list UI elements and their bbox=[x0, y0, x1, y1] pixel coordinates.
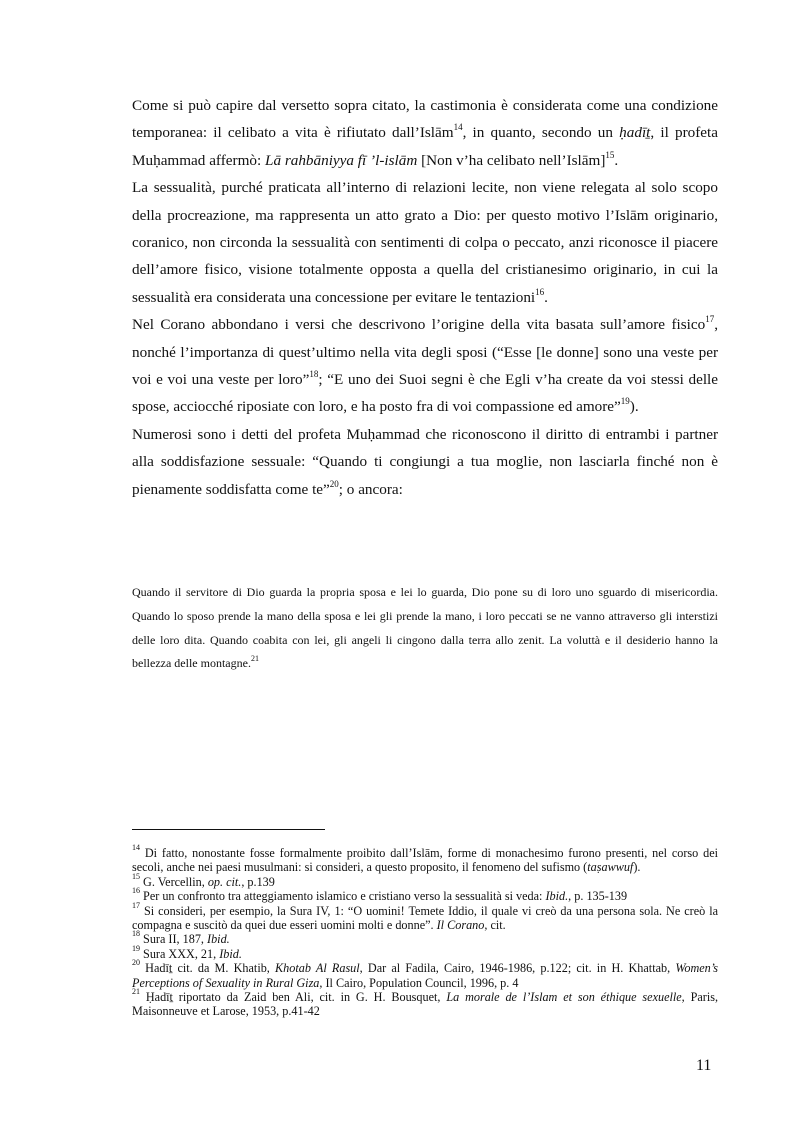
text-run: Il Cairo, Population Council, 1996, p. 4 bbox=[322, 975, 519, 990]
text-run: , p.139 bbox=[241, 874, 275, 889]
footnote-number: 16 bbox=[132, 886, 140, 896]
footnote-21 bbox=[132, 987, 719, 1019]
text-run: Nel Corano abbondano i versi che descrivono l’origine della vita basata sull’amore fisico bbox=[132, 316, 706, 334]
footnote-19 bbox=[132, 943, 718, 961]
footnote-ref-21[interactable]: 21 bbox=[250, 654, 259, 664]
footnote-number: 21 bbox=[132, 987, 140, 996]
text-run: Per un confronto tra atteggiamento islamico e cristiano verso la sessualità si veda: bbox=[140, 889, 546, 904]
footnote-ref-14[interactable]: 14 bbox=[453, 122, 463, 133]
text-run: ; o ancora: bbox=[338, 480, 403, 498]
footnote-number: 20 bbox=[132, 958, 140, 968]
italic-term: Khotab Al Rasul bbox=[275, 961, 360, 976]
italic-term: ḥadīṯ bbox=[619, 124, 651, 142]
text-run: ; “E uno dei Suoi segni è che Egli v’ha create da voi stessi delle spose, acciocché riposiate con loro, e ha posto fra di voi compassione ed amore” bbox=[132, 371, 718, 416]
footnote-number: 14 bbox=[132, 842, 140, 852]
italic-term: Il Corano bbox=[436, 918, 485, 933]
quote-text: Quando il servitore di Dio guarda la propria sposa e lei lo guarda, Dio pone su di loro uno sguardo di misericordia. Quando lo sposo prende la mano della sposa e lei gli prende la mano, i loro peccati se ne vanno attraverso gli interstizi delle loro dita. Quando coabita con lei, gli angeli li cingono dalla terra allo zenit. La voluttà e il desiderio hanno la bellezza delle montagne. bbox=[132, 585, 718, 671]
footnote-16 bbox=[132, 886, 718, 904]
footnote-number: 19 bbox=[132, 943, 140, 953]
paragraph-2 bbox=[132, 174, 718, 311]
text-run: . bbox=[544, 288, 548, 306]
text-run: La sessualità, purché praticata all’interno di relazioni lecite, non viene relegata al solo scopo della procreazione, ma rappresenta un atto grato a Dio: per questo motivo l’Islām originario, coranico, non circonda la sessualità con sentimenti di colpa o peccato, anzi riconosce il piacere dell’amore fisico, visione totalmente opposta a quella del cristianesimo originario, in cui la sessualità era considerata una concessione per evitare le tentazioni bbox=[132, 179, 718, 306]
text-run: ). bbox=[633, 860, 641, 875]
text-run: . bbox=[614, 151, 619, 169]
text-run: Di fatto, nonostante fosse formalmente proibito dall’Islām, forme di monachesimo furono presenti, nel corso dei secoli, anche nei paesi musulmani: si consideri, a questo proposito, il fenomeno del sufismo ( bbox=[132, 846, 718, 875]
text-run: Si consideri, per esempio, la Sura IV, 1: “O uomini! Temete Iddio, il quale vi creò da una persona sola. Ne creò la compagna e suscitò da quei due esseri uomini molti e donne”. bbox=[132, 903, 718, 933]
paragraph-4 bbox=[132, 421, 718, 503]
italic-term: Ibid. bbox=[219, 946, 242, 961]
footnote-number: 15 bbox=[132, 871, 140, 881]
italic-quote: Lā rahbāniyya fī ’l-islām bbox=[265, 151, 418, 169]
footnote-ref-19[interactable]: 19 bbox=[620, 396, 630, 407]
italic-term: taṣawwuf bbox=[587, 860, 634, 875]
text-run: Sura XXX, 21, bbox=[140, 946, 220, 961]
footnote-ref-18[interactable]: 18 bbox=[309, 369, 319, 379]
footnote-18 bbox=[132, 929, 718, 947]
footnote-17 bbox=[132, 900, 718, 933]
italic-term: op. cit. bbox=[207, 874, 242, 889]
italic-term: La morale de l’Islam et son éthique sexuelle, bbox=[446, 990, 685, 1005]
text-run: , cit. bbox=[484, 918, 506, 933]
body-text bbox=[132, 92, 718, 503]
paragraph-3 bbox=[132, 311, 718, 421]
text-run: Hadīṯ cit. da M. Khatib, bbox=[140, 961, 276, 976]
text-run: Numerosi sono i detti del profeta Muḥammad che riconoscono il diritto di entrambi i partner alla soddisfazione sessuale: “Quando ti congiungi a tua moglie, non lasciarla finché non è pienamente soddisfatta come te” bbox=[132, 425, 718, 498]
footnote-number: 18 bbox=[132, 929, 140, 939]
footnotes bbox=[132, 842, 719, 1019]
footnote-ref-17[interactable]: 17 bbox=[705, 314, 715, 325]
text-run: Ḥadīṯ riportato da Zaid ben Ali, cit. in G. H. Bousquet, bbox=[140, 990, 447, 1005]
footnote-ref-15[interactable]: 15 bbox=[605, 149, 615, 160]
text-run: , in quanto, secondo un bbox=[462, 124, 620, 142]
paragraph-1 bbox=[132, 92, 718, 174]
text-run: , nonché l’importanza di quest’ultimo nella vita degli sposi (“Esse [le donne] sono una veste per voi e voi una veste per loro” bbox=[132, 316, 718, 389]
footnote-number: 17 bbox=[132, 900, 140, 910]
footnote-15 bbox=[132, 871, 718, 889]
footnote-20 bbox=[132, 958, 718, 990]
text-run: Sura II, 187, bbox=[140, 932, 208, 947]
footnote-ref-20[interactable]: 20 bbox=[329, 478, 339, 489]
text-run: , p. 135-139 bbox=[568, 889, 628, 904]
footnote-separator bbox=[132, 829, 325, 830]
italic-term: Ibid. bbox=[207, 932, 230, 947]
footnote-14 bbox=[132, 842, 718, 875]
text-run: Come si può capire dal versetto sopra citato, la castimonia è considerata come una condizione temporanea: il celibato a vita è rifiutato dall’Islām bbox=[132, 97, 718, 142]
italic-term: Women’s Perceptions of Sexuality in Rural Giza, bbox=[132, 961, 718, 990]
page-number: 11 bbox=[696, 1057, 712, 1074]
italic-term: Ibid. bbox=[545, 889, 569, 904]
footnote-ref-16[interactable]: 16 bbox=[535, 286, 545, 297]
text-run: , il profeta Muḥammad affermò: bbox=[132, 124, 718, 169]
text-run: ). bbox=[629, 398, 639, 416]
block-quote bbox=[132, 581, 718, 676]
text-run: [Non v’ha celibato nell’Islām] bbox=[417, 151, 606, 169]
text-run: , Dar al Fadila, Cairo, 1946-1986, p.122; cit. in H. Khattab, bbox=[359, 961, 676, 976]
text-run: Paris, Maisonneuve et Larose, 1953, p.41-42 bbox=[132, 990, 719, 1019]
text-run: G. Vercellin, bbox=[140, 874, 208, 889]
